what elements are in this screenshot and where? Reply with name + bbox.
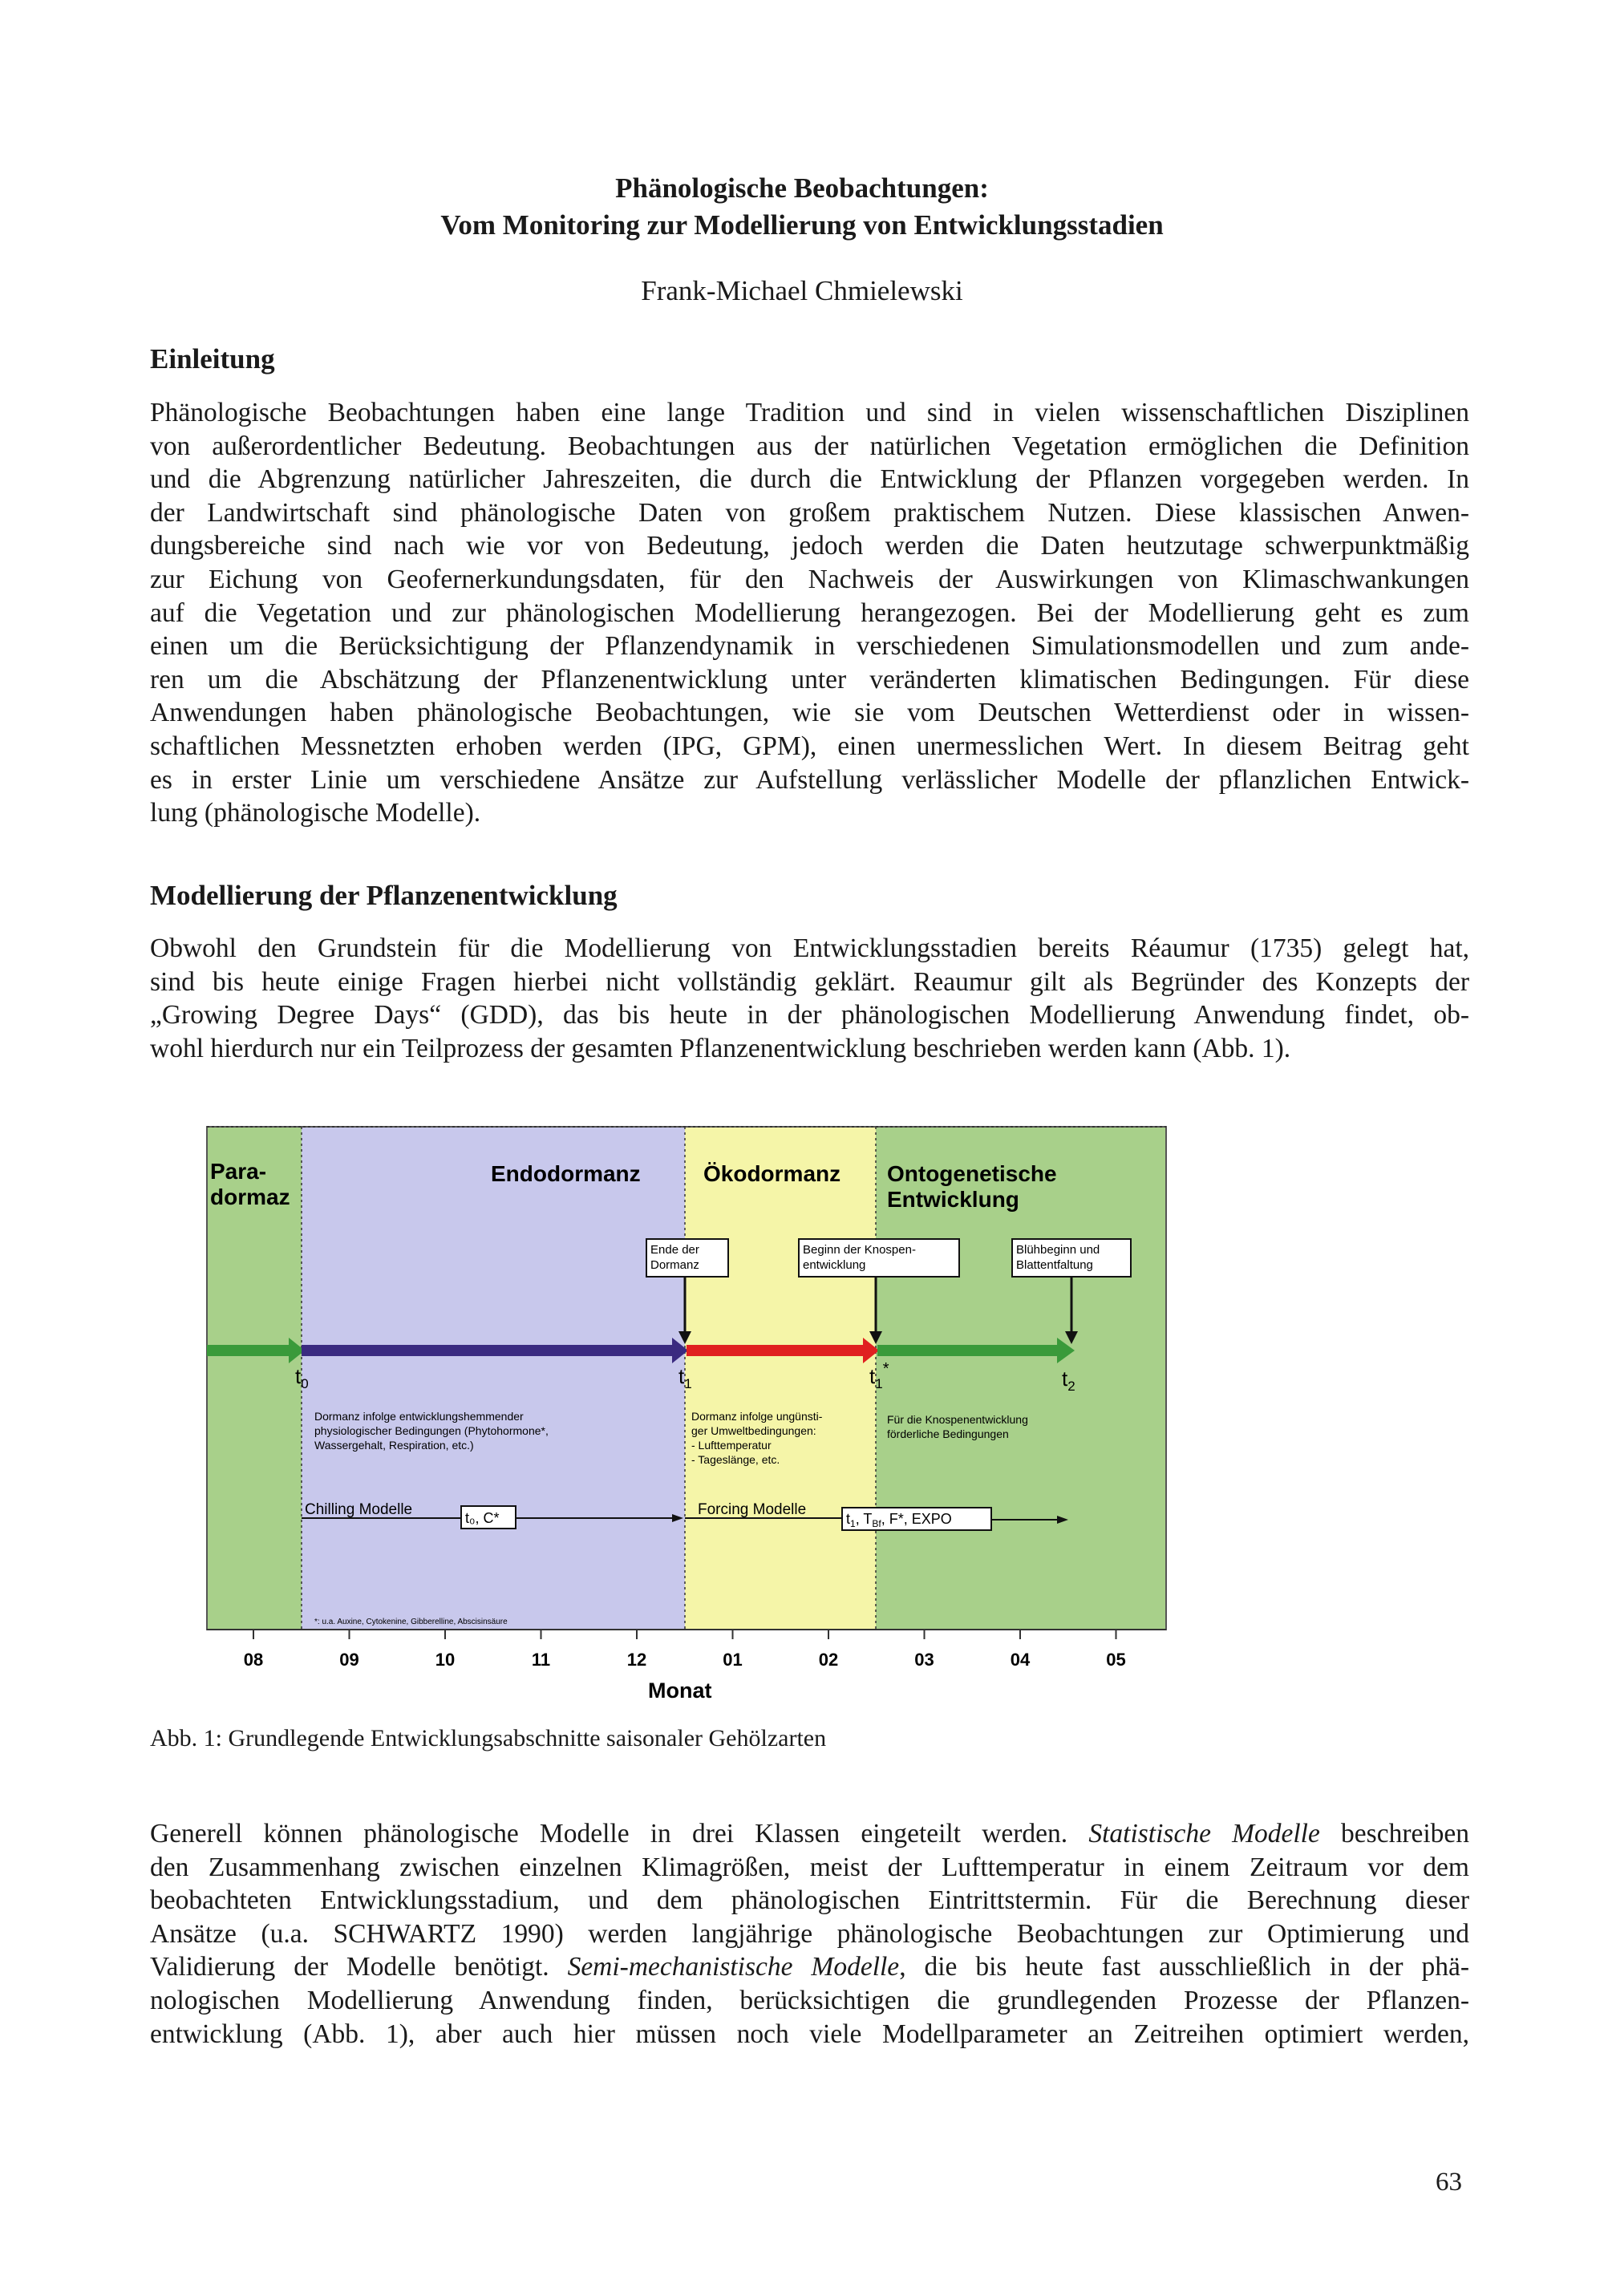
text-line: schaftlichen Messnetzten erhoben werden (IPG, GPM), einen unermesslichen Wert. In diesem Beitrag geht: [150, 731, 1469, 761]
label-t1-star: $t_1^*$: [869, 1360, 889, 1391]
box-ende-line-1: Ende der: [650, 1243, 699, 1257]
paper-title-line-2: Vom Monitoring zur Modellierung von Entwicklungsstadien: [440, 209, 1164, 241]
text-line: dungsbereiche sind nach wie vor von Bedeutung, jedoch werden die Daten heutzutage schwerpunktmäßig: [150, 531, 1469, 561]
section-heading-einleitung: Einleitung: [150, 343, 275, 375]
text-line: wohl hierdurch nur ein Teilprozess der gesamten Pflanzenentwicklung beschrieben werden kann (Abb. 1).: [150, 1033, 1291, 1063]
arrow-ontogenetisch: [877, 1345, 1059, 1356]
figure-caption: Abb. 1: Grundlegende Entwicklungsabschnitte saisonaler Gehölzarten: [150, 1725, 827, 1751]
text-line: der Landwirtschaft sind phänologische Daten von großem praktischem Nutzen. Diese klassischen Anwen-: [150, 497, 1469, 528]
text-line: nologischen Modellierung Anwendung finden, berücksichtigen die grundlegenden Prozesse der Pflanzen-: [150, 1985, 1469, 2015]
desc-endo-3: Wassergehalt, Respiration, etc.): [314, 1439, 474, 1452]
author-name: Frank-Michael Chmielewski: [641, 275, 963, 306]
paragraph-modellklassen: [150, 1817, 1469, 2051]
label-t2: $t_2$: [1062, 1367, 1075, 1394]
phase-title-oekodormanz: Ökodormanz: [703, 1161, 841, 1186]
month-tick-label: 02: [818, 1650, 839, 1670]
arrow-paradormanz: [207, 1345, 294, 1356]
text-line: und die Abgrenzung natürlicher Jahreszeiten, die durch die Entwicklung der Pflanzen vorgegeben werden. In: [150, 464, 1469, 495]
chilling-models-label: Chilling Modelle: [305, 1501, 413, 1518]
x-axis-label: Monat: [648, 1678, 712, 1703]
phase-title-paradormanz-1: Para-: [210, 1159, 267, 1184]
month-tick-label: 05: [1106, 1650, 1126, 1670]
text-line: von außerordentlicher Bedeutung. Beobachtungen aus der natürlichen Vegetation ermöglichen die Definition: [150, 431, 1469, 461]
desc-onto-2: förderliche Bedingungen: [887, 1427, 1009, 1440]
paper-title-line-1: Phänologische Beobachtungen:: [615, 172, 989, 204]
month-tick-label: 01: [723, 1650, 743, 1670]
text-line: sind bis heute einige Fragen hierbei nicht vollständig geklärt. Reaumur gilt als Begründer des Konzepts der: [150, 966, 1469, 997]
text-line: Ansätze (u.a. SCHWARTZ 1990) werden langjährige phänologische Beobachtungen zur Optimierung und: [150, 1918, 1469, 1949]
box-ende-line-2: Dormanz: [650, 1258, 699, 1272]
month-tick-label: 08: [243, 1650, 264, 1670]
box-beginn-line-2: entwicklung: [803, 1258, 866, 1272]
phase-title-endodormanz: Endodormanz: [491, 1161, 641, 1186]
text-line: ren um die Abschätzung der Pflanzenentwicklung unter veränderten klimatischen Bedingungen. Für diese: [150, 664, 1469, 694]
section-heading-modellierung: Modellierung der Pflanzenentwicklung: [150, 880, 618, 911]
text-line: es in erster Linie um verschiedene Ansätze zur Aufstellung verlässlicher Modelle der pflanzlichen Entwick-: [150, 764, 1469, 795]
month-tick-label: 11: [531, 1650, 551, 1670]
desc-oeko-4: - Tageslänge, etc.: [691, 1453, 780, 1466]
desc-onto-1: Für die Knospenentwicklung: [887, 1413, 1028, 1426]
desc-endo-2: physiologischer Bedingungen (Phytohormone*,: [314, 1424, 549, 1437]
text-line: einen um die Berücksichtigung der Pflanzendynamik in verschiedenen Simulationsmodellen und zum ande-: [150, 631, 1469, 662]
box-bluehbeginn-line-2: Blattentfaltung: [1016, 1258, 1093, 1272]
text-line: [150, 1817, 1469, 1851]
forcing-params: $t_1$, $T_{Bf}$, F*, EXPO: [846, 1511, 952, 1529]
text-line: den Zusammenhang zwischen einzelnen Klimagrößen, meist der Lufttemperatur in einem Zeitraum vor dem: [150, 1852, 1469, 1882]
chilling-params: t₀, C*: [465, 1510, 500, 1526]
month-tick-label: 03: [914, 1650, 934, 1670]
month-tick-label: 09: [339, 1650, 359, 1670]
phase-title-ontogenetisch-2: Entwicklung: [887, 1187, 1019, 1212]
text-line: Obwohl den Grundstein für die Modellierung von Entwicklungsstadien bereits Réaumur (1735) gelegt hat,: [150, 933, 1469, 963]
phase-title-paradormanz-2: dormaz: [210, 1184, 290, 1209]
text-span: , die bis heute fast ausschließlich in der phä-: [899, 1952, 1469, 1982]
arrow-endodormanz: [302, 1345, 674, 1356]
page-number: 63: [1436, 2168, 1462, 2197]
emphasis-statistische-modelle: Statistische Modelle: [1088, 1819, 1320, 1849]
text-line: Phänologische Beobachtungen haben eine lange Tradition und sind in vielen wissenschaftlichen Disziplinen: [150, 398, 1469, 427]
desc-oeko-3: - Lufttemperatur: [691, 1439, 772, 1452]
text-line: „Growing Degree Days“ (GDD), das bis heute in der phänologischen Modellierung Anwendung findet, ob-: [150, 1000, 1469, 1031]
text-span: Validierung der Modelle benötigt.: [150, 1952, 549, 1982]
text-line: entwicklung (Abb. 1), aber auch hier müssen noch viele Modellparameter an Zeitreihen optimiert werden,: [150, 2019, 1469, 2049]
forcing-models-label: Forcing Modelle: [698, 1501, 807, 1518]
month-tick-label: 12: [626, 1650, 647, 1670]
text-span: beschreiben: [1341, 1819, 1470, 1849]
phase-bg-endodormanz: [302, 1127, 685, 1630]
phase-title-ontogenetisch-1: Ontogenetische: [887, 1161, 1057, 1186]
emphasis-semi-mechanistische-modelle: Semi-mechanistische Modelle: [567, 1952, 900, 1982]
label-t0: $t_0$: [295, 1364, 309, 1391]
text-line: beobachteten Entwicklungsstadium, und dem phänologischen Eintrittstermin. Für die Berechnung dieser: [150, 1885, 1469, 1916]
box-beginn-line-1: Beginn der Knospen-: [803, 1243, 916, 1257]
arrow-oekodormanz: [687, 1345, 865, 1356]
text-line: auf die Vegetation und zur phänologischen Modellierung herangezogen. Bei der Modellierung geht es zum: [150, 597, 1469, 628]
text-line: zur Eichung von Geofernerkundungsdaten, für den Nachweis der Auswirkungen von Klimaschwankungen: [150, 564, 1469, 594]
month-tick-label: 10: [435, 1650, 456, 1670]
desc-oeko-2: ger Umweltbedingungen:: [691, 1424, 816, 1437]
figure-footnote: *: u.a. Auxine, Cytokenine, Gibberelline, Abscisinsäure: [314, 1618, 508, 1626]
desc-endo-1: Dormanz infolge entwicklungshemmender: [314, 1410, 524, 1423]
label-t1: $t_1$: [678, 1364, 692, 1391]
month-axis: [207, 1630, 1166, 1670]
text-line: [150, 1950, 1469, 1984]
text-line: lung (phänologische Modelle).: [150, 798, 481, 828]
month-tick-label: 04: [1010, 1650, 1031, 1670]
desc-oeko-1: Dormanz infolge ungünsti-: [691, 1410, 823, 1423]
text-span: Generell können phänologische Modelle in drei Klassen eingeteilt werden.: [150, 1819, 1068, 1849]
box-bluehbeginn-line-1: Blühbeginn und: [1016, 1243, 1100, 1257]
text-line: Anwendungen haben phänologische Beobachtungen, wie sie vom Deutschen Wetterdienst oder in wissen-: [150, 698, 1469, 728]
phase-bg-oekodormanz: [685, 1127, 876, 1630]
